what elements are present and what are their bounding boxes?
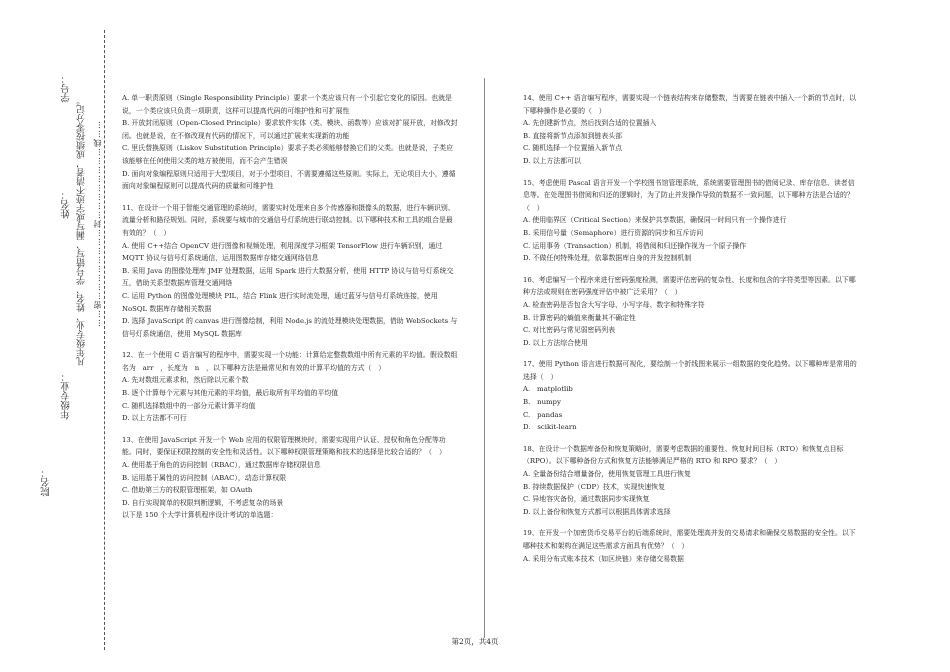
seal-line-text: ……密……………………封……………………线……	[93, 120, 102, 327]
name-label: 姓名：	[61, 190, 72, 219]
score-notice: 凡年级专业、姓名、学号错写、漏写或字迹不清者，成绩按零分记。	[77, 96, 87, 366]
q14-stem: 14、使用 C++ 语言编写程序，需要实现一个链表结构来存储整数，当需要在链表中插入一个新的节点时，以下哪种操作是必要的（ ）	[523, 94, 857, 115]
q11-option-c: C. 运用 Python 的图像处理模块 PIL，结合 Flink 进行实时流处理，通过蓝牙与信号灯系统连接，使用 NoSQL 数据库存储相关数据	[122, 291, 438, 313]
q13-option-c: C. 借助第三方的权限管理框架，如 OAuth	[122, 486, 253, 495]
q10-option-a: A. 单一职责原则（Single Responsibility Principle）要求一个类应该只有一个引起它变化的原因。也就是说，一个类应该只负责一项职责，这样可以提高代码的可维护性和可扩展性	[122, 94, 452, 115]
q16-stem: 16、考虑编写一个程序来进行密码强度检测，需要评估密码的复杂性、长度和包含的字符类型等因素。以下哪种方法或规则在密码强度评估中被广泛采用？（ ）	[523, 275, 856, 297]
q11-option-b: B. 采用 Java 的图像处理库 JMF 处理数据，运用 Spark 进行大数据分析，使用 HTTP 协议与信号灯系统交互，借助关系型数据库管理交通网络	[122, 266, 454, 288]
q13-option-b: B. 运用基于属性的访问控制（ABAC），动态计算权限	[122, 473, 287, 482]
q15-option-b: B. 采用信号量（Semaphore）进行资源的同步和互斥访问	[523, 228, 704, 237]
question-18	[523, 443, 859, 519]
page-number: 第2页，共4页	[451, 637, 499, 646]
q11-stem: 11、在设计一个用于智能交通管理的系统时，需要实时处理来自多个传感器和摄像头的数据，进行车辆识别、流量分析和路径规划。同时，系统要与城市的交通信号灯系统进行联动控制。以下哪种技术和工具的组合是最有效的？（ ）	[122, 203, 455, 237]
q17-option-d: D. scikit-learn	[523, 423, 577, 432]
q10-option-b: B. 开放封闭原则（Open-Closed Principle）要求软件实体（类、模块、函数等）应该对扩展开放，对修改封闭。也就是说，在不修改现有代码的情况下，可以通过扩展来实现新的功能	[122, 119, 458, 140]
binding-margin	[0, 0, 110, 672]
q13-after-text: 以下是 150 个大学计算机程序设计考试的单选题：	[122, 511, 278, 520]
q10-option-d: D. 面向对象编程原则只适用于大型项目，对于小型项目，不需要遵循这些原则。实际上，无论项目大小，遵循面向对象编程原则可以提高代码的质量和可维护性	[122, 169, 456, 191]
question-15	[523, 177, 859, 265]
left-column	[122, 92, 458, 531]
question-12	[122, 349, 458, 425]
question-16	[523, 274, 859, 350]
q12-option-a: A. 先对数组元素求和，然后除以元素个数	[122, 376, 249, 385]
q18-option-b: B. 持续数据保护（CDP）技术，实现快速恢复	[523, 482, 666, 491]
q12-stem: 12、在一个使用 C 语言编写的程序中，需要实现一个功能：计算给定整数数组中所有元素的平均值。假设数组名为 arr ，长度为 n ，以下哪种方法是最常见和有效的计算平均值的方式（ ）	[122, 351, 458, 372]
q12-option-c: C. 随机选择数组中的一部分元素计算平均值	[122, 401, 256, 410]
question-14	[523, 92, 859, 168]
q12-option-b: B. 逐个计算每个元素与其他元素的平均值，最后取所有平均值的平均值	[122, 389, 339, 398]
q13-option-a: A. 使用基于角色的访问控制（RBAC），通过数据库存储权限信息	[122, 461, 321, 470]
q15-stem: 15、考虑使用 Pascal 语言开发一个学校图书馆管理系统，系统需要管理图书的借阅记录、库存信息、读者信息等。在处理图书借阅和归还的逻辑时，为了防止并发操作导致的数据不一致问题，以下哪种方法是合适的？（ ）	[523, 178, 855, 212]
school-label: 院名：	[41, 468, 52, 497]
q16-option-d: D. 以上方法综合使用	[523, 338, 588, 347]
q17-option-c: C. pandas	[523, 410, 563, 419]
question-11	[122, 202, 458, 341]
column-divider	[484, 78, 485, 638]
q18-option-d: D. 以上备份和恢复方式都可以根据具体需求选择	[523, 507, 671, 516]
q17-option-a: A. matplotlib	[523, 385, 573, 394]
q17-option-b: B. numpy	[523, 398, 561, 407]
q15-option-d: D. 不做任何特殊处理，依靠数据库自身的并发控制机制	[523, 254, 692, 263]
q14-option-c: C. 随机选择一个位置插入新节点	[523, 144, 622, 153]
question-10-options	[122, 92, 458, 193]
q10-option-c: C. 里氏替换原则（Liskov Substitution Principle）要求子类必须能够替换它们的父类。也就是说，子类应该能够在任何使用父类的地方被使用，而不会产生错误	[122, 144, 453, 165]
question-19	[523, 527, 859, 565]
seal-dash-line	[104, 30, 105, 650]
q15-option-c: C. 运用事务（Transaction）机制，将借阅和归还操作视为一个原子操作	[523, 241, 747, 250]
q11-option-a: A. 使用 C++结合 OpenCV 进行图像和视频处理，利用深度学习框架 TensorFlow 进行车辆识别，通过 MQTT 协议与信号灯系统通信，运用图数据库存储交通网络信息	[122, 241, 443, 263]
q16-option-a: A. 检查密码是否包含大写字母、小写字母、数字和特殊字符	[523, 300, 705, 309]
class-label: 年级专业：	[61, 372, 72, 420]
question-13	[122, 434, 458, 522]
student-no-label: 学号：	[61, 74, 72, 103]
q14-option-b: B. 直接将新节点添加到链表头部	[523, 131, 623, 140]
question-17	[523, 358, 859, 434]
q19-stem: 19、在开发一个加密货币交易平台的后端系统时，需要处理高并发的交易请求和确保交易数据的安全性。以下哪种技术和架构在满足这些需求方面具有优势？（ ）	[523, 529, 856, 550]
q18-option-c: C. 异地容灾备份，通过数据同步实现恢复	[523, 495, 650, 504]
q14-option-a: A. 先创建新节点，然后找到合适的位置插入	[523, 119, 657, 128]
q12-option-d: D. 以上方法都不可行	[122, 414, 187, 423]
q17-stem: 17、使用 Python 语言进行数据可视化，要绘制一个折线图来展示一组数据的变化趋势。以下哪种库是常用的选择（ ）	[523, 360, 857, 381]
q11-option-d: D. 选择 JavaScript 的 canvas 进行图像绘制，利用 Node.js 的流处理模块处理数据，借助 WebSockets 与信号灯系统通信，使用 MySQL 数据库	[122, 317, 458, 338]
q13-stem: 13、在使用 JavaScript 开发一个 Web 应用的权限管理模块时，需要实现用户认证、授权和角色分配等功能。同时，要保证权限控制的安全性和灵活性。以下哪种权限管理策略和技术的选择是比较合适的？（ ）	[122, 435, 446, 457]
q18-option-a: A. 全量备份结合增量备份，使用恢复管理工具进行恢复	[523, 470, 691, 479]
q16-option-b: B. 计算密码的熵值来衡量其不确定性	[523, 313, 636, 322]
q19-option-a: A. 采用分布式账本技术（如区块链）来存储交易数据	[523, 554, 684, 563]
q13-option-d: D. 自行实现简单的权限判断逻辑，不考虑复杂的场景	[122, 498, 284, 507]
right-column	[523, 92, 859, 574]
q14-option-d: D. 以上方法都可以	[523, 156, 581, 165]
q15-option-a: A. 使用临界区（Critical Section）来保护共享数据，确保同一时间只有一个操作进行	[523, 216, 787, 225]
q16-option-c: C. 对比密码与常见弱密码列表	[523, 326, 616, 335]
q18-stem: 18、在设计一个数据库备份和恢复策略时，需要考虑数据的重要性、恢复时间目标（RTO）和恢复点目标（RPO）。以下哪种备份方式和恢复方法能够满足严格的 RTO 和 RPO 要求？（ ）	[523, 444, 844, 466]
